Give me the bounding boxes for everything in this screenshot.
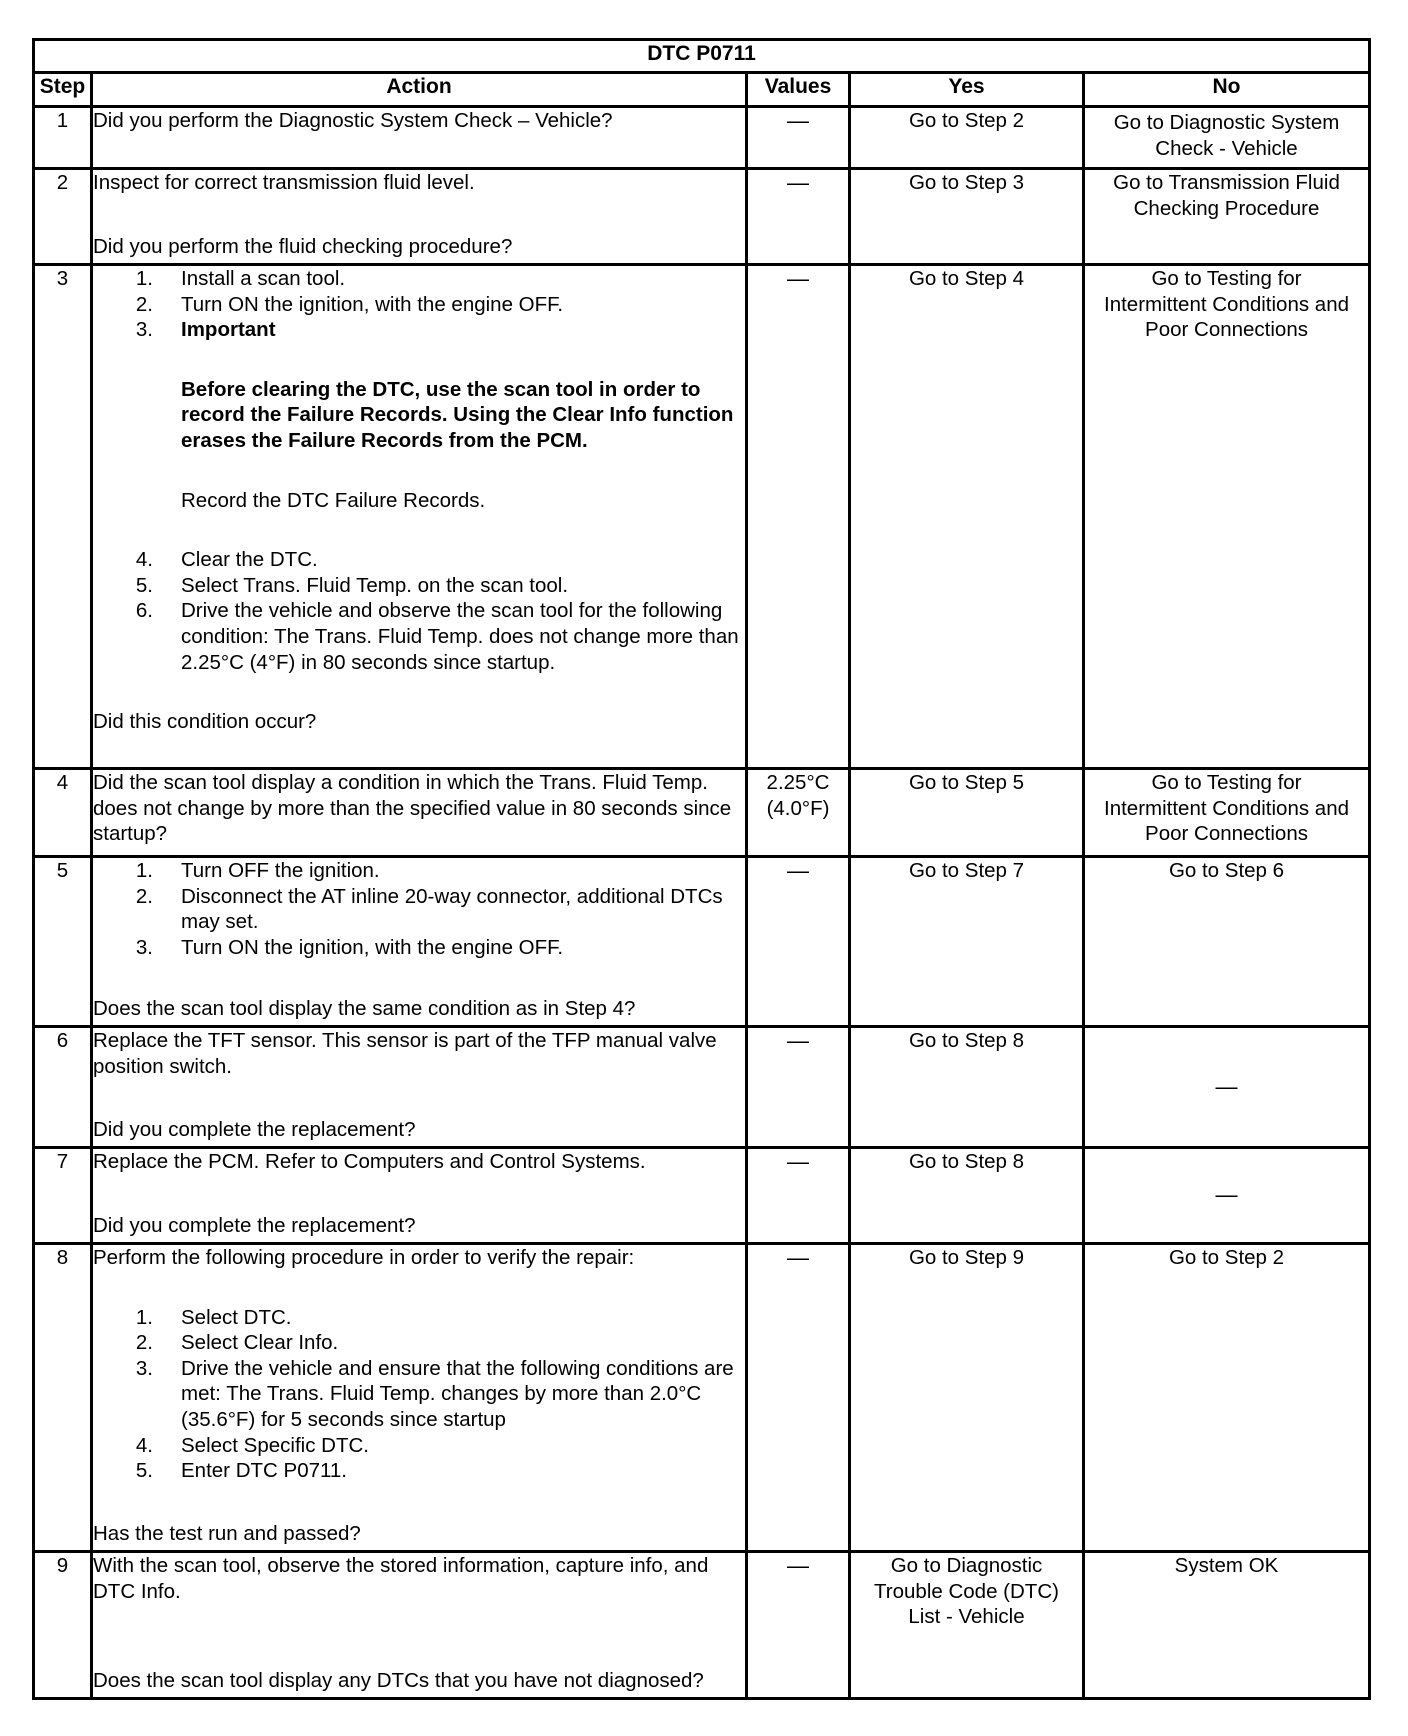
yes-line: Trouble Code (DTC) xyxy=(874,1579,1059,1603)
action-text: Replace the TFT sensor. This sensor is part of the TFP manual valve position switch. xyxy=(93,1029,717,1078)
item-number: 4. xyxy=(135,548,153,572)
action-cell xyxy=(92,169,747,265)
yes-link[interactable]: Go to Step 7 xyxy=(908,859,1025,882)
yes-cell xyxy=(850,107,1084,169)
item-text: Disconnect the AT inline 20-way connector, additional DTCs may set. xyxy=(181,884,723,934)
value-dash: — xyxy=(787,1553,809,1578)
no-cell xyxy=(1084,857,1370,1027)
action-question: Did you complete the replacement? xyxy=(93,1118,416,1142)
table-row xyxy=(34,169,1370,265)
item-number: 1. xyxy=(135,859,153,882)
item-number: 2. xyxy=(135,292,153,316)
action-text: Did you perform the Diagnostic System Check – Vehicle? xyxy=(93,109,613,132)
step-number: 7 xyxy=(34,1148,92,1244)
procedure-list xyxy=(93,1305,745,1484)
action-content xyxy=(93,170,745,260)
action-question: Did this condition occur? xyxy=(93,710,317,734)
title-row xyxy=(34,40,1370,73)
yes-cell xyxy=(850,169,1084,265)
item-number: 3. xyxy=(135,935,153,959)
action-question: Does the scan tool display any DTCs that you have not diagnosed? xyxy=(93,1669,704,1693)
value-cell xyxy=(747,1027,850,1148)
table-row xyxy=(34,265,1370,769)
action-question: Has the test run and passed? xyxy=(93,1522,361,1546)
yes-cell xyxy=(850,1148,1084,1244)
no-line: Go to Testing for xyxy=(1151,771,1302,794)
no-dash: — xyxy=(1215,1073,1238,1099)
action-content xyxy=(93,858,745,1022)
value-cell xyxy=(747,769,850,857)
yes-cell xyxy=(850,1244,1084,1552)
header-yes: Yes xyxy=(850,73,1084,107)
no-line: Go to Diagnostic System xyxy=(1113,111,1340,134)
procedure-list xyxy=(93,266,745,343)
action-text: Replace the PCM. Refer to Computers and Control Systems. xyxy=(93,1150,646,1173)
item-number: 3. xyxy=(135,318,153,342)
value-cell xyxy=(747,107,850,169)
yes-link[interactable]: Go to Step 4 xyxy=(908,267,1025,290)
no-cell xyxy=(1084,107,1370,169)
step-number: 2 xyxy=(34,169,92,265)
value-line: 2.25°C xyxy=(766,771,830,794)
no-cell xyxy=(1084,169,1370,265)
item-number: 5. xyxy=(135,1459,153,1483)
action-content xyxy=(93,1149,745,1239)
no-line: Intermittent Conditions and xyxy=(1104,292,1349,316)
action-cell xyxy=(92,769,747,857)
value-cell xyxy=(747,857,850,1027)
yes-link[interactable]: Go to Step 8 xyxy=(908,1150,1025,1173)
no-cell xyxy=(1084,1244,1370,1552)
item-number: 2. xyxy=(135,884,153,908)
table-row xyxy=(34,1148,1370,1244)
list-item xyxy=(93,935,745,961)
item-text: Drive the vehicle and ensure that the following conditions are met: The Trans. Fluid Temp. changes by more than 2.0°C (35.6°F) for 5 seconds since startup xyxy=(181,1356,734,1431)
no-cell xyxy=(1084,1027,1370,1148)
item-text: Select Trans. Fluid Temp. on the scan tool. xyxy=(181,573,569,597)
action-text: Perform the following procedure in order to verify the repair: xyxy=(93,1246,635,1269)
step-number: 9 xyxy=(34,1552,92,1699)
action-content xyxy=(93,1553,745,1694)
step-number: 5 xyxy=(34,857,92,1027)
value-cell xyxy=(747,1148,850,1244)
yes-line: Go to Diagnostic xyxy=(890,1554,1043,1577)
table-row xyxy=(34,1027,1370,1148)
value-cell xyxy=(747,265,850,769)
table-row xyxy=(34,1552,1370,1699)
list-item xyxy=(93,266,745,292)
step-number: 6 xyxy=(34,1027,92,1148)
no-cell xyxy=(1084,265,1370,769)
action-cell xyxy=(92,1027,747,1148)
item-text: Enter DTC P0711. xyxy=(181,1459,347,1483)
table-row xyxy=(34,769,1370,857)
item-text: Install a scan tool. xyxy=(181,267,346,290)
table-title: DTC P0711 xyxy=(34,40,1370,73)
header-step: Step xyxy=(34,73,92,107)
yes-cell xyxy=(850,1552,1084,1699)
yes-link[interactable]: Go to Step 5 xyxy=(908,771,1025,794)
list-item xyxy=(93,598,745,675)
yes-link[interactable] xyxy=(851,1553,1082,1630)
value-dash: — xyxy=(787,108,809,133)
no-line: Check - Vehicle xyxy=(1155,136,1298,160)
step-number: 4 xyxy=(34,769,92,857)
value-cell xyxy=(747,1552,850,1699)
no-line: Go to Testing for xyxy=(1151,267,1302,290)
no-cell xyxy=(1084,1552,1370,1699)
no-dash: — xyxy=(1215,1182,1238,1208)
action-content xyxy=(93,1028,745,1143)
no-result: System OK xyxy=(1174,1554,1279,1577)
no-link[interactable] xyxy=(1085,170,1368,221)
action-content xyxy=(93,1245,745,1547)
value-dash: — xyxy=(787,858,809,883)
yes-link[interactable]: Go to Step 8 xyxy=(908,1029,1025,1052)
item-text: Select DTC. xyxy=(181,1305,292,1329)
item-text: Drive the vehicle and observe the scan tool for the following condition: The Trans. Fluid Temp. does not change more than 2.25°C (4°F) in 80 seconds since startup. xyxy=(181,599,739,674)
important-note: Before clearing the DTC, use the scan tool in order to record the Failure Records. Using the Clear Info function erases the Failure Records from the PCM. xyxy=(181,377,734,452)
action-cell xyxy=(92,1552,747,1699)
value-dash: — xyxy=(787,170,809,195)
action-question: Did you complete the replacement? xyxy=(93,1214,416,1238)
action-text: Inspect for correct transmission fluid level. xyxy=(93,171,475,194)
list-item xyxy=(93,547,745,573)
header-row xyxy=(34,73,1370,107)
item-number: 5. xyxy=(135,573,153,597)
value-dash: — xyxy=(787,1245,809,1270)
dtc-table xyxy=(32,38,1371,1700)
action-cell xyxy=(92,1148,747,1244)
no-line: Poor Connections xyxy=(1145,822,1308,846)
step-number: 3 xyxy=(34,265,92,769)
item-text: Turn ON the ignition, with the engine OFF. xyxy=(181,935,564,959)
no-link[interactable]: Go to Step 6 xyxy=(1168,859,1285,882)
record-text: Record the DTC Failure Records. xyxy=(181,488,486,512)
step-number: 8 xyxy=(34,1244,92,1552)
yes-link[interactable]: Go to Step 9 xyxy=(908,1246,1025,1269)
value-cell xyxy=(747,1244,850,1552)
no-link[interactable]: Go to Step 2 xyxy=(1168,1246,1285,1269)
no-cell xyxy=(1084,1148,1370,1244)
important-label: Important xyxy=(181,318,276,342)
value-dash: — xyxy=(787,266,809,291)
action-cell xyxy=(92,265,747,769)
no-link[interactable] xyxy=(1085,110,1368,161)
table-row xyxy=(34,1244,1370,1552)
table-row xyxy=(34,107,1370,169)
procedure-block xyxy=(93,1245,745,1484)
item-number: 1. xyxy=(135,1305,153,1329)
list-item xyxy=(93,884,745,935)
value-dash: — xyxy=(787,1149,809,1174)
header-no: No xyxy=(1084,73,1370,107)
procedure-list xyxy=(93,858,745,960)
action-text: With the scan tool, observe the stored information, capture info, and DTC Info. xyxy=(93,1554,709,1603)
value-line: (4.0°F) xyxy=(766,796,830,820)
action-question: Does the scan tool display the same condition as in Step 4? xyxy=(93,997,636,1021)
yes-link[interactable]: Go to Step 2 xyxy=(908,109,1025,132)
no-line: Intermittent Conditions and xyxy=(1104,796,1349,820)
list-item xyxy=(93,1356,745,1433)
action-text: Did the scan tool display a condition in which the Trans. Fluid Temp. does not change by more than the specified value in 80 seconds since startup? xyxy=(93,771,732,846)
list-item xyxy=(93,1330,745,1356)
action-question: Did you perform the fluid checking procedure? xyxy=(93,235,513,259)
item-number: 2. xyxy=(135,1331,153,1355)
yes-cell xyxy=(850,769,1084,857)
header-values: Values xyxy=(747,73,850,107)
value-cell xyxy=(747,169,850,265)
no-cell xyxy=(1084,769,1370,857)
item-text: Turn ON the ignition, with the engine OFF. xyxy=(181,292,564,316)
yes-cell xyxy=(850,265,1084,769)
list-item xyxy=(93,317,745,343)
action-cell xyxy=(92,107,747,169)
item-text: Clear the DTC. xyxy=(181,548,318,572)
action-cell xyxy=(92,857,747,1027)
item-number: 4. xyxy=(135,1433,153,1457)
list-item xyxy=(93,1305,745,1331)
header-action: Action xyxy=(92,73,747,107)
table-row xyxy=(34,857,1370,1027)
step-number: 1 xyxy=(34,107,92,169)
no-link[interactable] xyxy=(1085,266,1368,343)
list-item xyxy=(93,292,745,318)
no-line: Checking Procedure xyxy=(1133,196,1320,220)
item-number: 1. xyxy=(135,267,153,290)
item-number: 6. xyxy=(135,599,153,623)
no-line: Go to Transmission Fluid xyxy=(1113,171,1340,194)
yes-line: List - Vehicle xyxy=(908,1605,1025,1629)
yes-link[interactable]: Go to Step 3 xyxy=(908,171,1025,194)
no-link[interactable] xyxy=(1085,770,1368,847)
yes-cell xyxy=(850,857,1084,1027)
item-text: Select Specific DTC. xyxy=(181,1433,369,1457)
procedure-list xyxy=(93,547,745,675)
item-number: 3. xyxy=(135,1356,153,1380)
value-dash: — xyxy=(787,1028,809,1053)
list-item xyxy=(93,1458,745,1484)
action-cell xyxy=(92,1244,747,1552)
list-item xyxy=(93,858,745,884)
list-item xyxy=(93,1433,745,1459)
no-line: Poor Connections xyxy=(1145,318,1308,342)
item-text: Select Clear Info. xyxy=(181,1331,339,1355)
yes-cell xyxy=(850,1027,1084,1148)
list-item xyxy=(93,573,745,599)
item-text: Turn OFF the ignition. xyxy=(181,859,380,882)
